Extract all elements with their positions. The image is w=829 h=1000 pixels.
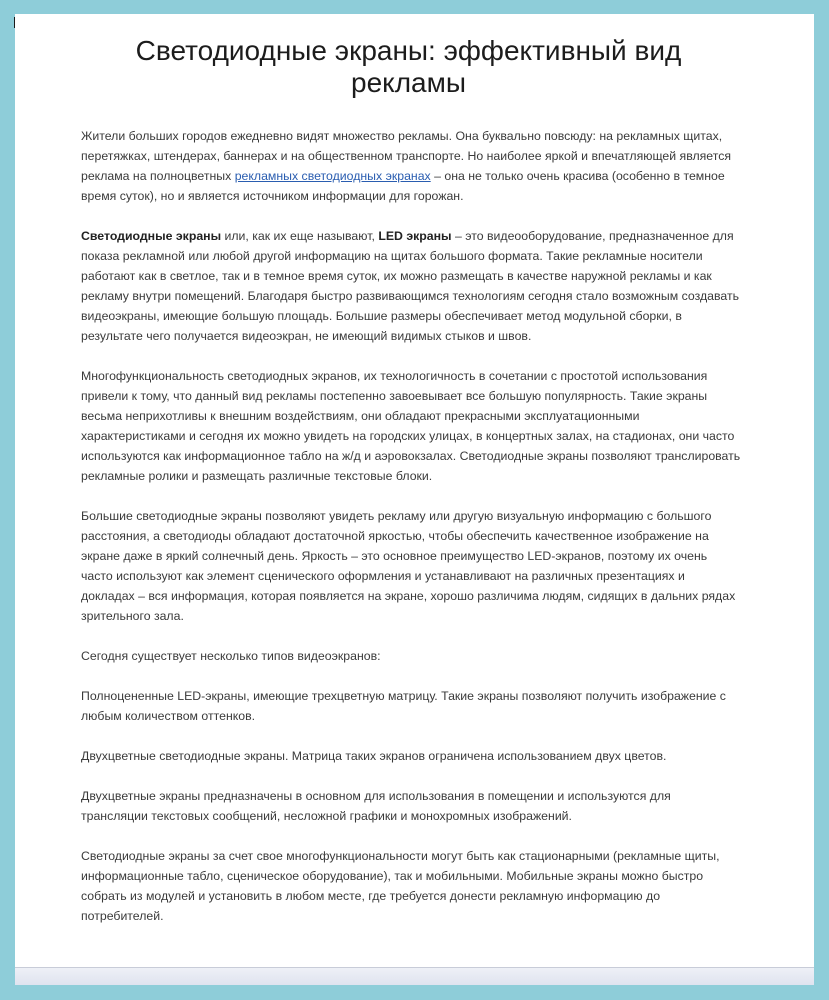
paragraph-two-color: Двухцветные светодиодные экраны. Матрица таких экранов ограничена использованием двух цветов.	[81, 749, 667, 763]
paragraph-definition-text-2: – это видеооборудование, предназначенное для показа рекламной или любой другой информацию на щитах большого формата. Такие рекламные носители работают как в светлое, так и в темное время суток, их можно размещать в качестве наружной рекламы и как рекламу внутри помещений. Благодаря быстро развивающимся технологиям сегодня стало возможным создавать видеоэкраны, имеющие большую площадь. Большие размеры обеспечивает метод модульной сборки, в результате чего получается видеоэкран, не имеющий видимых стыков и швов.	[81, 229, 739, 343]
led-screens-link[interactable]: рекламных светодиодных экранах	[234, 169, 431, 183]
page-title: Светодиодные экраны: эффективный вид рекламы	[135, 35, 682, 98]
paragraph-definition-text-1: или, как их еще называют,	[221, 229, 379, 243]
document-page	[15, 14, 814, 971]
paragraph-definition	[81, 226, 741, 346]
paragraph-full-color: Полноцененные LED-экраны, имеющие трехцветную матрицу. Такие экраны позволяют получить изображение с любым количеством оттенков.	[81, 689, 726, 723]
paragraph-mobile: Светодиодные экраны за счет свое многофункциональности могут быть как стационарными (рекламные щиты, информационные табло, сценическое оборудование), так и мобильными. Мобильные экраны можно быстро собрать из модулей и установить в любом месте, где требуется донести рекламную информацию до потребителей.	[81, 849, 720, 923]
bold-term-led-screens: Светодиодные экраны	[81, 229, 222, 243]
bold-term-led: LED экраны	[378, 229, 452, 243]
paragraph-intro-text-2: – она не только очень красива (особенно в темное время суток), но и является источником информации для горожан.	[81, 169, 725, 203]
paragraph-multifunctional: Многофункциональность светодиодных экранов, их технологичность в сочетании с простотой использования привели к тому, что данный вид рекламы постепенно завоевывает все большую популярность. Такие экраны весьма неприхотливы к внешним воздействиям, они обладают прекрасными эксплуатационными характеристиками и сегодня их можно увидеть на городских улицах, в концертных залах, на стадионах, они часто используются как информационное табло на ж/д и аэровокзалах. Светодиодные экраны позволяют транслировать рекламные ролики и размещать различные текстовые блоки.	[81, 369, 741, 483]
paragraph-two-color-usage: Двухцветные экраны предназначены в основном для использования в помещении и используются для трансляции текстовых сообщений, несложной графики и монохромных изображений.	[81, 789, 671, 823]
paragraph-types-intro: Сегодня существует несколько типов видеоэкранов:	[81, 649, 381, 663]
paragraph-intro-text-1: Жители больших городов ежедневно видят множество рекламы. Она буквально повсюду: на рекламных щитах, перетяжках, штендерах, баннерах и на общественном транспорте. Но наиболее яркой и впечатляющей является реклама на полноцветных	[81, 129, 732, 183]
paragraph-intro	[81, 126, 741, 206]
paragraph-brightness: Большие светодиодные экраны позволяют увидеть рекламу или другую визуальную информацию с большого расстояния, а светодиоды обладают достаточной яркостью, чтобы обеспечить качественное изображение на экране даже в яркий солнечный день. Яркость – это основное преимущество LED-экранов, поэтому их очень часто используют как элемент сценического оформления и устанавливают на различных презентациях и докладах – вся информация, которая появляется на экране, хорошо различима людям, сидящих в дальних рядах зрительного зала.	[81, 509, 736, 623]
article-body	[81, 126, 741, 946]
page-bottom-bar	[15, 967, 814, 985]
